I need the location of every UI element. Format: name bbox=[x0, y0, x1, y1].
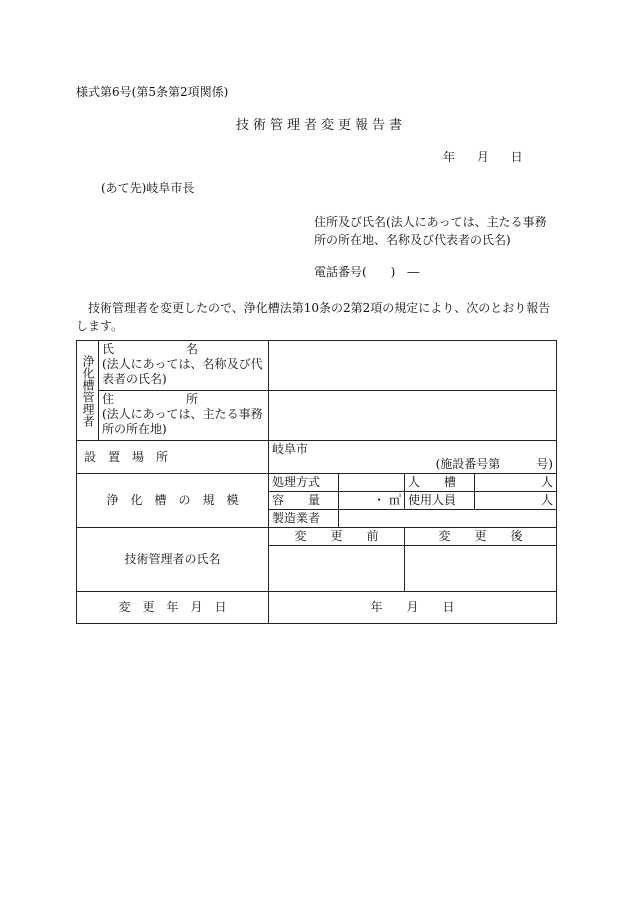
address-value[interactable] bbox=[269, 391, 557, 441]
name-label-cell bbox=[99, 341, 269, 391]
location-value[interactable] bbox=[269, 441, 557, 474]
form-number: 様式第6号(第5条第2項関係) bbox=[76, 85, 229, 99]
manager-heading: 浄化槽管理者 bbox=[77, 341, 99, 441]
method-value[interactable] bbox=[339, 474, 405, 492]
body-text: 技術管理者を変更したので、浄化槽法第10条の2第2項の規定により、次のとおり報告します。 bbox=[76, 301, 551, 333]
location-label: 設 置 場 所 bbox=[77, 441, 269, 474]
method-label: 処理方式 bbox=[269, 474, 339, 492]
before-value[interactable] bbox=[269, 546, 405, 592]
change-date-value[interactable]: 年 月 日 bbox=[269, 592, 557, 624]
capacity-unit: ・ ㎥ bbox=[339, 492, 405, 510]
report-table bbox=[76, 340, 557, 624]
location-city: 岐阜市 bbox=[272, 442, 309, 456]
after-label: 変 更 後 bbox=[405, 528, 557, 546]
document-title: 技術管理者変更報告書 bbox=[236, 118, 407, 133]
facility-number: (施設番号第 号) bbox=[435, 457, 553, 471]
change-date-label: 変 更 年 月 日 bbox=[77, 592, 269, 624]
persons-unit: 人 bbox=[475, 474, 557, 492]
users-label: 使用人員 bbox=[405, 492, 475, 510]
address-label-cell bbox=[99, 391, 269, 441]
name-note: (法人にあっては、名称及び代表者の氏名) bbox=[102, 357, 263, 386]
address-note: (法人にあっては、主たる事務所の所在地) bbox=[102, 407, 263, 436]
users-unit: 人 bbox=[475, 492, 557, 510]
maker-label: 製造業者 bbox=[269, 510, 339, 528]
name-value[interactable] bbox=[269, 341, 557, 391]
name-label: 氏 名 bbox=[102, 342, 199, 356]
phone-label: 電話番号( ) ― bbox=[314, 265, 420, 279]
addressee: (あて先)岐阜市長 bbox=[101, 181, 195, 195]
manager-name-label: 技術管理者の氏名 bbox=[77, 528, 269, 592]
capacity-label: 容 量 bbox=[269, 492, 339, 510]
maker-value[interactable] bbox=[339, 510, 557, 528]
persons-label: 人 槽 bbox=[405, 474, 475, 492]
scale-label: 浄 化 槽 の 規 模 bbox=[77, 474, 269, 528]
address-label: 住 所 bbox=[102, 392, 199, 406]
after-value[interactable] bbox=[405, 546, 557, 592]
date-line: 年 月 日 bbox=[443, 150, 523, 164]
applicant-address-label: 住所及び氏名(法人にあっては、主たる事務所の所在地、名称及び代表者の氏名) bbox=[314, 215, 547, 247]
before-label: 変 更 前 bbox=[269, 528, 405, 546]
